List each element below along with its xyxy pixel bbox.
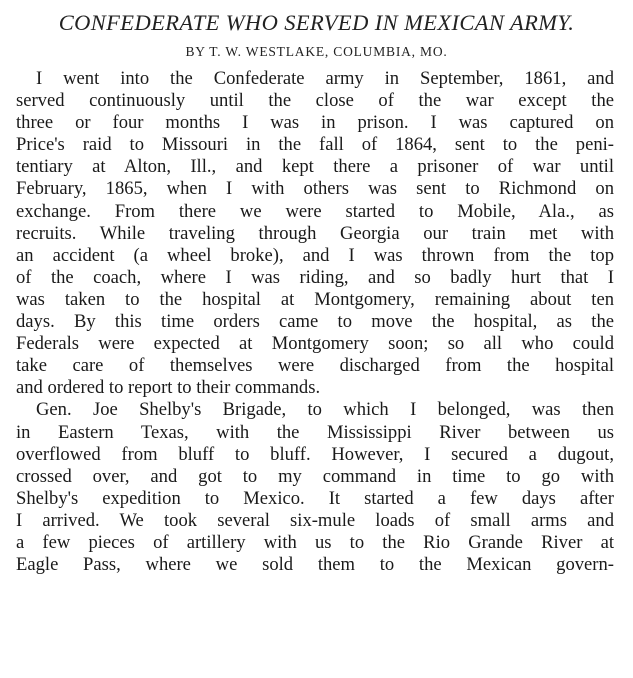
text-line: Shelby's expedition to Mexico. It started a few days after	[16, 487, 614, 509]
text-line: tentiary at Alton, Ill., and kept there a prisoner of war until	[16, 156, 614, 178]
text-line: recruits. While traveling through Georgia our train met with	[16, 222, 614, 244]
text-line: days. By this time orders came to move the hospital, as the	[16, 311, 614, 333]
text-line: I arrived. We took several six-mule loads of small arms and	[16, 509, 614, 531]
article-body	[16, 68, 614, 576]
paragraph-1	[16, 68, 614, 399]
text-line: of the coach, where I was riding, and so badly hurt that I	[16, 266, 614, 288]
text-line: in Eastern Texas, with the Mississippi River between us	[16, 421, 614, 443]
text-line: three or four months I was in prison. I was captured on	[16, 112, 614, 134]
text-line: Federals were expected at Montgomery soon; so all who could	[16, 333, 614, 355]
text-line: an accident (a wheel broke), and I was thrown from the top	[16, 244, 614, 266]
paragraph-2	[16, 399, 614, 576]
text-line: crossed over, and got to my command in time to go with	[16, 465, 614, 487]
article-byline: BY T. W. WESTLAKE, COLUMBIA, MO.	[185, 44, 448, 59]
text-line: and ordered to report to their commands.	[16, 377, 321, 399]
text-line: overflowed from bluff to bluff. However, I secured a dugout,	[16, 443, 614, 465]
text-line: I went into the Confederate army in September, 1861, and	[36, 68, 614, 89]
text-line: February, 1865, when I with others was sent to Richmond on	[16, 178, 614, 200]
text-line: Eagle Pass, where we sold them to the Mexican govern-	[16, 554, 614, 576]
text-line: take care of themselves were discharged from the hospital	[16, 355, 614, 377]
text-line: served continuously until the close of the war except the	[16, 90, 614, 112]
article-title: CONFEDERATE WHO SERVED IN MEXICAN ARMY.	[58, 10, 575, 35]
text-line: Gen. Joe Shelby's Brigade, to which I belonged, was then	[36, 399, 614, 421]
text-line: was taken to the hospital at Montgomery, remaining about ten	[16, 288, 614, 310]
text-line: a few pieces of artillery with us to the Rio Grande River at	[16, 531, 614, 553]
text-line: exchange. From there we were started to Mobile, Ala., as	[16, 200, 614, 222]
text-line: Price's raid to Missouri in the fall of 1864, sent to the peni-	[16, 134, 614, 156]
